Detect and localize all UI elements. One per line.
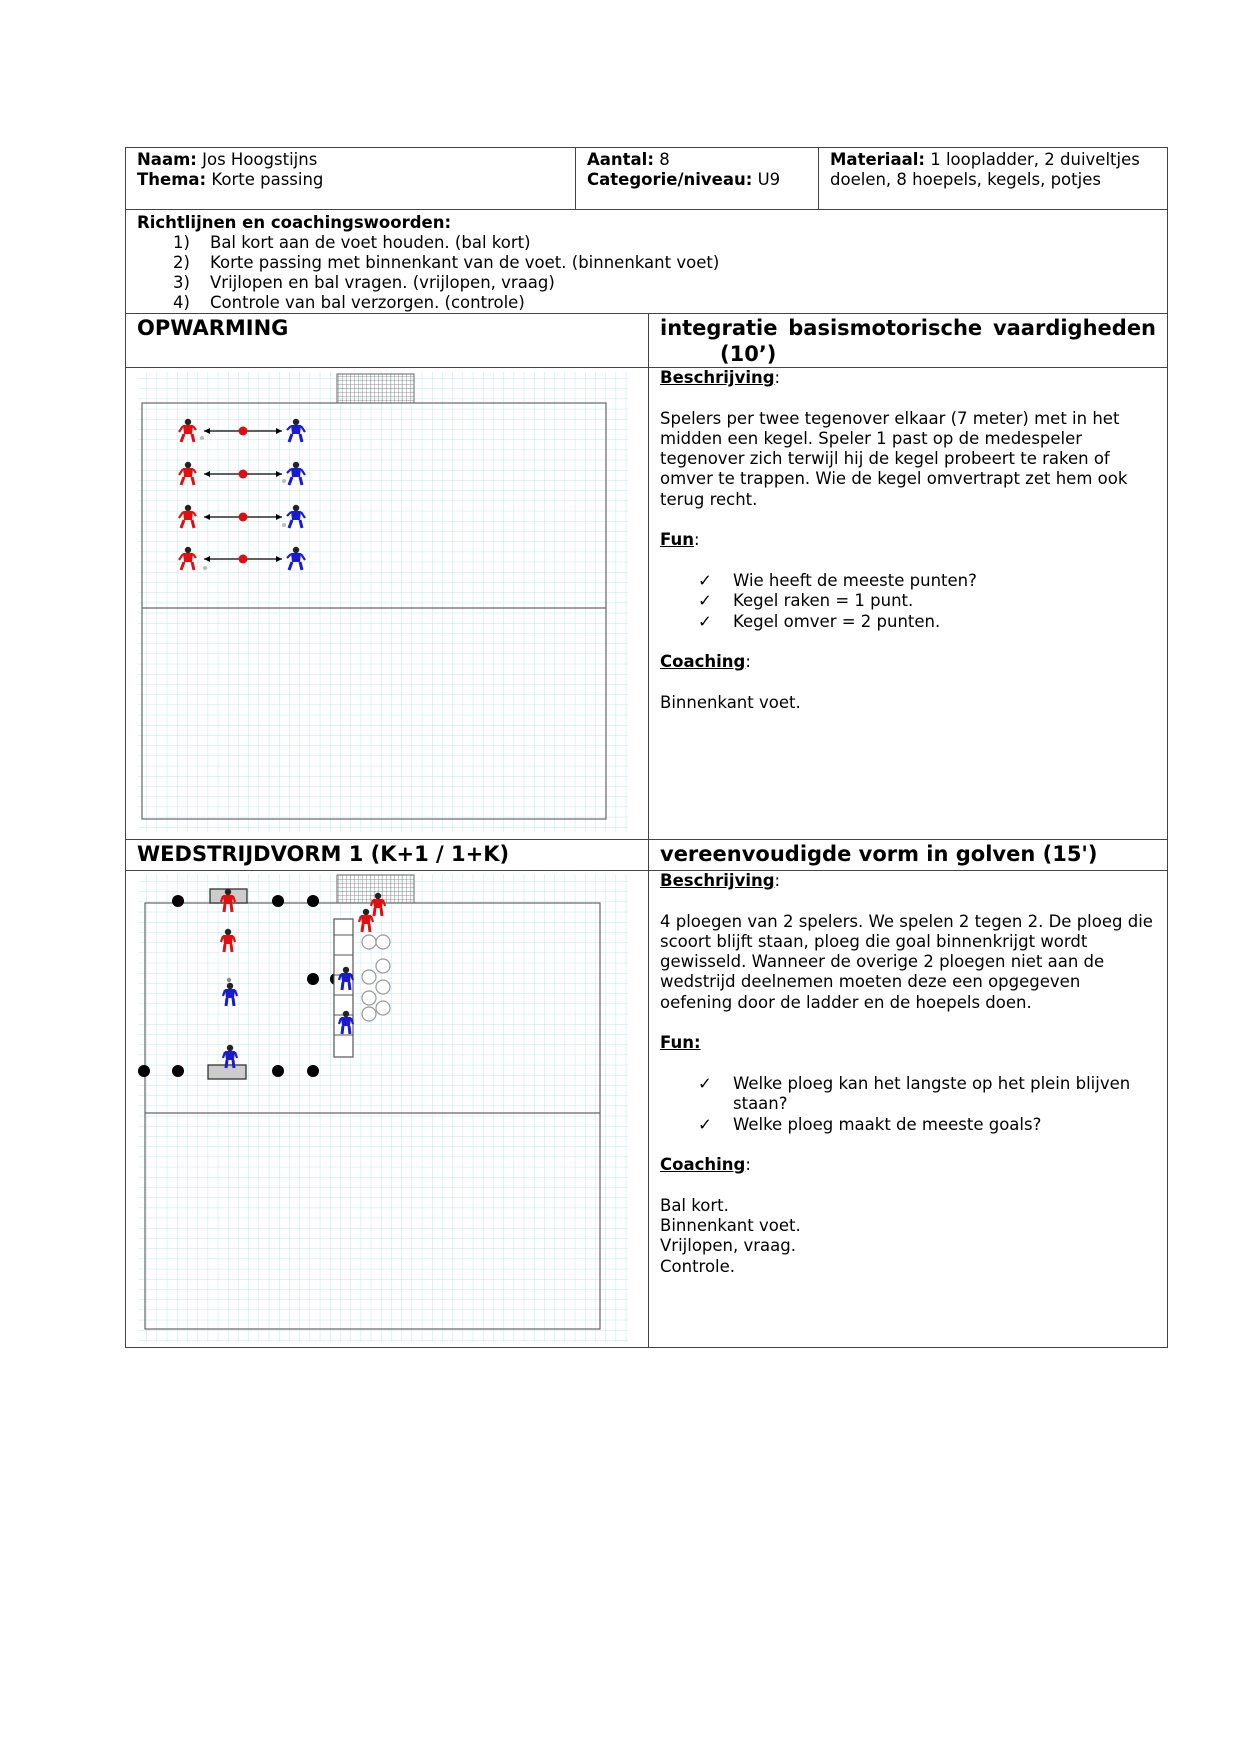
guidelines-cell <box>126 210 1168 314</box>
guideline-item: 2) Korte passing met binnenkant van de voet. (binnenkant voet) <box>173 253 720 272</box>
guideline-item: 1) Bal kort aan de voet houden. (bal kort) <box>173 233 531 252</box>
header-aantal-cell <box>576 148 819 210</box>
section1-sub-cell <box>649 314 1168 368</box>
beschrijving-heading: Beschrijving <box>660 871 775 890</box>
section1-sub-word: vaardigheden <box>992 316 1157 340</box>
categorie-label: Categorie/niveau: <box>587 170 753 189</box>
naam-value: Jos Hoogstijns <box>202 150 318 169</box>
section2-sub: vereenvoudigde vorm in golven (15') <box>660 842 1098 866</box>
coaching-line: Binnenkant voet. <box>660 1216 801 1236</box>
coaching-line: Bal kort. <box>660 1195 729 1215</box>
coaching-heading: Coaching <box>660 652 746 672</box>
header-materiaal-cell <box>819 148 1168 210</box>
guideline-item: 4) Controle van bal verzorgen. (controle) <box>173 293 525 312</box>
header-row <box>126 148 1168 210</box>
coaching-heading: Coaching <box>660 1155 746 1175</box>
guidelines-row <box>126 210 1168 314</box>
section1-sub-word: integratie <box>660 316 778 340</box>
fun-heading: Fun <box>660 530 694 550</box>
training-sheet <box>125 147 1167 1348</box>
fun-item: ✓ Kegel omver = 2 punten. <box>698 612 1156 632</box>
goal <box>337 374 414 403</box>
guidelines-title: Richtlijnen en coachingswoorden: <box>137 213 452 232</box>
fun-item: ✓ Welke ploeg kan het langste op het plein blijven staan? <box>698 1074 1156 1115</box>
goal <box>337 875 414 903</box>
fun-heading: Fun: <box>660 1033 701 1053</box>
section1-diagram-cell <box>126 368 649 840</box>
beschrijving-text: Spelers per twee tegenover elkaar (7 meter) met in het midden een kegel. Speler 1 past op de medespeler tegenover zich terwijl hij de kegel probeert te raken of omver te trappen. Wie de kegel omvertrapt zet hem ook terug recht. <box>660 408 1128 509</box>
section2-header-row <box>126 840 1168 871</box>
warmup-pitch-diagram <box>126 368 649 839</box>
section1-title-cell <box>126 314 649 368</box>
fun-item: ✓ Wie heeft de meeste punten? <box>698 571 1156 591</box>
section2-body-row <box>126 871 1168 1348</box>
fun-list <box>660 1074 1156 1135</box>
aantal-value: 8 <box>659 150 670 169</box>
section2-diagram-cell <box>126 871 649 1348</box>
aantal-label: Aantal: <box>587 150 654 169</box>
fun-item: ✓ Kegel raken = 1 punt. <box>698 591 1156 611</box>
section1-title: OPWARMING <box>137 316 289 340</box>
guidelines-list <box>137 233 1156 313</box>
section1-sub-word: basismotorische <box>788 316 983 340</box>
coaching-line: Binnenkant voet. <box>660 692 801 712</box>
materiaal-value: 1 loopladder, 2 duiveltjes doelen, 8 hoepels, kegels, potjes <box>830 150 1140 189</box>
header-name-cell <box>126 148 576 210</box>
game-pitch-diagram <box>126 871 649 1347</box>
section1-description-cell: Beschrijving: Spelers per twee tegenover elkaar (7 meter) met in het midden een kegel. Speler 1 past op de medespeler tegenover zich terwijl hij de kegel probeert te raken of omver te trappen. Wie de kegel omvertrapt zet hem ook terug recht. Fun: ✓ Wie heeft de meeste punten? ✓ Kegel raken = 1 punt. ✓ Kegel omver = 2 punten. Coaching: Binnenkant voet. <box>649 368 1168 840</box>
naam-label: Naam: <box>137 150 197 169</box>
section2-title-cell <box>126 840 649 871</box>
grid-background <box>138 372 628 832</box>
coaching-line: Vrijlopen, vraag. <box>660 1236 796 1256</box>
categorie-value: U9 <box>757 170 781 189</box>
coaching-line: Controle. <box>660 1256 736 1276</box>
section2-sub-cell <box>649 840 1168 871</box>
section1-duration: (10’) <box>720 342 777 366</box>
section2-description-cell: Beschrijving: 4 ploegen van 2 spelers. We spelen 2 tegen 2. De ploeg die scoort blijft staan, ploeg die goal binnenkrijgt wordt gewisseld. Wanneer de overige 2 ploegen niet aan de wedstrijd deelnemen moeten deze een opgegeven oefening door de ladder en de hoepels doen. Fun: ✓ Welke ploeg kan het langste op het plein blijven staan? ✓ Welke ploeg maakt de meeste goals? Coaching: Bal kort. Binnenkant voet. Vrijlopen, vraag. Controle. <box>649 871 1168 1348</box>
beschrijving-text: 4 ploegen van 2 spelers. We spelen 2 tegen 2. De ploeg die scoort blijft staan, ploeg die goal binnenkrijgt wordt gewisseld. Wanneer de overige 2 ploegen niet aan de wedstrijd deelnemen moeten deze een opgegeven oefening door de ladder en de hoepels doen. <box>660 911 1153 1012</box>
beschrijving-heading: Beschrijving <box>660 368 775 387</box>
thema-value: Korte passing <box>211 170 324 189</box>
thema-label: Thema: <box>137 170 207 189</box>
section1-body-row <box>126 368 1168 840</box>
fun-item: ✓ Welke ploeg maakt de meeste goals? <box>698 1115 1156 1135</box>
materiaal-label: Materiaal: <box>830 150 925 169</box>
training-table <box>125 147 1168 1348</box>
guideline-item: 3) Vrijlopen en bal vragen. (vrijlopen, vraag) <box>173 273 555 292</box>
fun-list <box>660 571 1156 632</box>
section1-header-row <box>126 314 1168 368</box>
section2-title: WEDSTRIJDVORM 1 (K+1 / 1+K) <box>137 842 510 866</box>
